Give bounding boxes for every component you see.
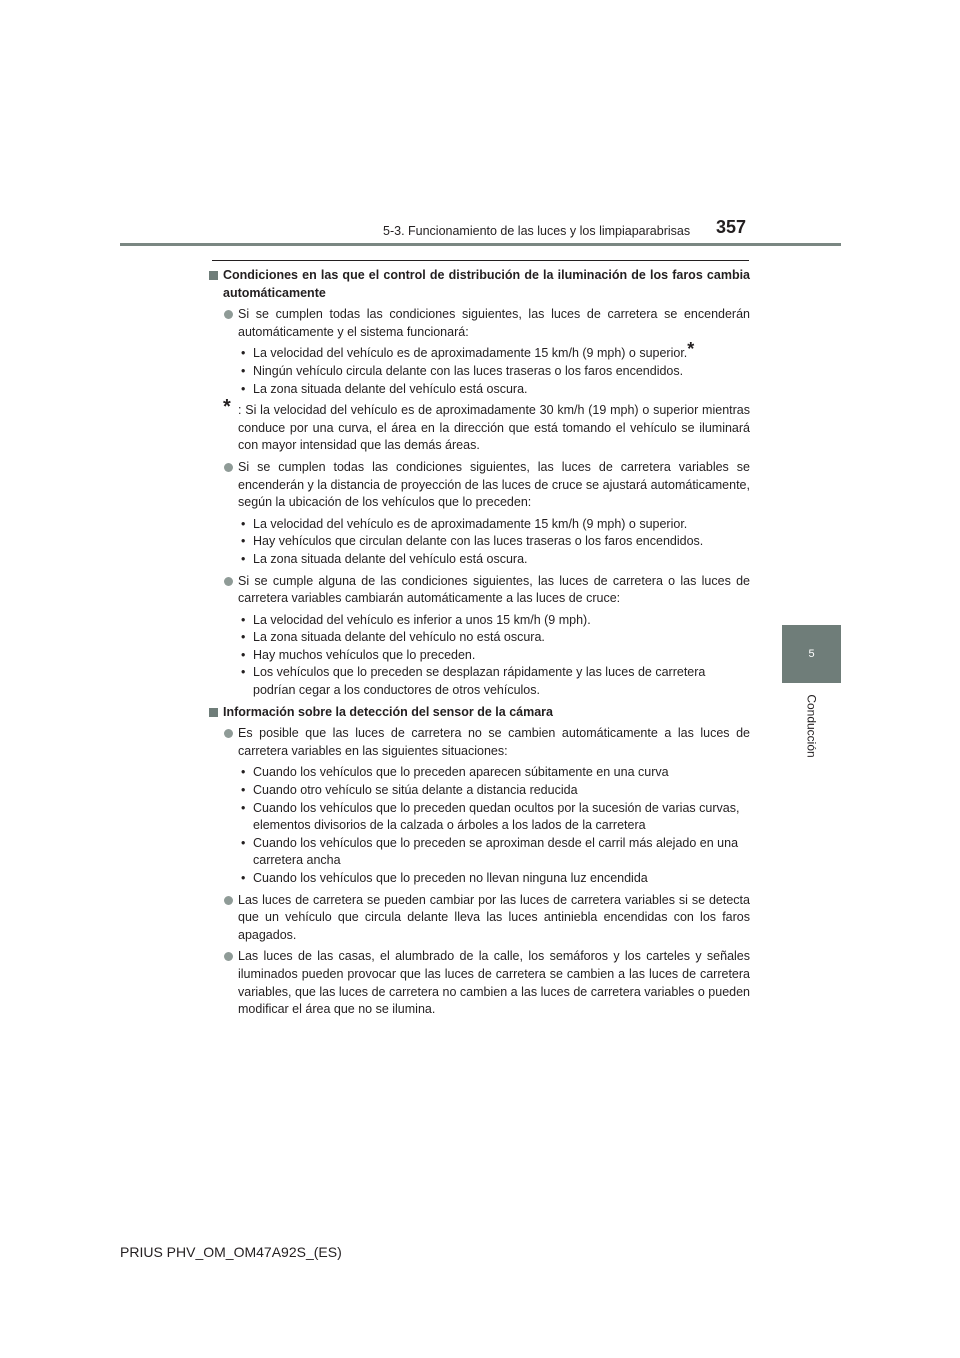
list-item: • Los vehículos que lo preceden se desplazan rápidamente y las luces de carretera podrían cegar a los conductores de otros vehículos. — [241, 665, 706, 698]
list-item: • Cuando otro vehículo se sitúa delante a distancia reducida — [241, 783, 578, 798]
paragraph-text: Las luces de carretera se pueden cambiar por las luces de carretera variables si se detecta que un vehículo que circula delante lleva las luces antiniebla encendidas con los faros apagados. — [238, 892, 750, 942]
list-item-text: La velocidad del vehículo es de aproximadamente 15 km/h (9 mph) o superior. — [253, 346, 688, 361]
list-item-text: Cuando los vehículos que lo preceden quedan ocultos por la sucesión de varias curvas, elementos divisorios de la calzada o árboles a los lados de la carretera — [253, 800, 740, 833]
circle-bullet-icon — [224, 952, 233, 961]
situation-list — [207, 764, 750, 887]
condition-list — [207, 516, 750, 569]
circle-bullet-paragraph — [207, 725, 750, 760]
condition-list — [207, 339, 750, 398]
paragraph-text: Si se cumple alguna de las condiciones siguientes, las luces de carretera o las luces de carretera variables cambiarán automáticamente a las luces de cruce: — [238, 573, 750, 606]
chapter-number: 5 — [808, 648, 815, 660]
list-item-text: La zona situada delante del vehículo está oscura. — [253, 381, 528, 396]
list-item: • La velocidad del vehículo es de aproximadamente 15 km/h (9 mph) o superior. — [241, 516, 688, 531]
page-number: 357 — [716, 217, 747, 237]
list-item-text: Hay muchos vehículos que lo preceden. — [253, 647, 476, 662]
section-heading-text: Condiciones en las que el control de distribución de la iluminación de los faros cambia automáticamente — [223, 268, 750, 300]
list-item: • Cuando los vehículos que lo preceden aparecen súbitamente en una curva — [241, 765, 669, 780]
list-item-text: Cuando los vehículos que lo preceden aparecen súbitamente en una curva — [253, 765, 669, 780]
list-item: • Ningún vehículo circula delante con las luces traseras o los faros encendidos. — [241, 363, 684, 378]
circle-bullet-icon — [224, 729, 233, 738]
circle-bullet-paragraph — [207, 573, 750, 608]
list-item-text: La zona situada delante del vehículo está oscura. — [253, 551, 528, 566]
circle-bullet-icon — [224, 463, 233, 472]
paragraph-text: Es posible que las luces de carretera no se cambien automáticamente a las luces de carretera variables en las siguientes situaciones: — [238, 726, 750, 758]
list-item-text: Cuando los vehículos que lo preceden se aproximan desde el carril más alejado en una carretera ancha — [253, 835, 739, 868]
section-header-title: 5-3. Funcionamiento de las luces y los limpiaparabrisas — [383, 224, 691, 238]
list-item: • La velocidad del vehículo es de aproximadamente 15 km/h (9 mph) o superior.* — [241, 339, 695, 361]
list-item-text: Hay vehículos que circulan delante con las luces traseras o los faros encendidos. — [253, 534, 704, 549]
list-item-text: Cuando otro vehículo se sitúa delante a distancia reducida — [253, 783, 578, 798]
paragraph-text: Si se cumplen todas las condiciones siguientes, las luces de carretera se encenderán automáticamente y el sistema funcionará: — [238, 307, 750, 339]
circle-bullet-paragraph — [207, 306, 750, 341]
header-rule — [120, 243, 841, 246]
list-item: • Hay muchos vehículos que lo preceden. — [241, 647, 476, 662]
circle-bullet-icon — [224, 310, 233, 319]
main-content — [207, 267, 750, 1023]
list-item-text: La zona situada delante del vehículo no está oscura. — [253, 630, 545, 645]
circle-bullet-icon — [224, 896, 233, 905]
list-item-text: Cuando los vehículos que lo preceden no llevan ninguna luz encendida — [253, 871, 648, 885]
list-item-text: Los vehículos que lo preceden se desplazan rápidamente y las luces de carretera podrían cegar a los conductores de otros vehículos. — [253, 665, 706, 698]
paragraph-text: Las luces de las casas, el alumbrado de la calle, los semáforos y los carteles y señales iluminados pueden provocar que las luces de carretera se cambien a las luces de carretera variables, que las luces de carretera no cambien a las luces de carretera variables o pueden modificar el área que no se ilumina. — [238, 949, 750, 1017]
list-item-text: Ningún vehículo circula delante con las luces traseras o los faros encendidos. — [253, 363, 684, 378]
section-heading-text: Información sobre la detección del sensor de la cámara — [223, 704, 553, 719]
footnote-text: : Si la velocidad del vehículo es de aproximadamente 30 km/h (19 mph) o superior mientras conduce por una curva, el área en la dirección que está tomando el vehículo se iluminará con mayor intensidad que las demás áreas. — [238, 403, 750, 453]
list-item: • La velocidad del vehículo es inferior a unos 15 km/h (9 mph). — [241, 612, 591, 627]
circle-bullet-icon — [224, 577, 233, 586]
circle-bullet-paragraph — [207, 892, 750, 945]
paragraph-text: Si se cumplen todas las condiciones siguientes, las luces de carretera variables se encenderán y la distancia de proyección de las luces de cruce se ajustará automáticamente, según la ubicación de los vehículos que lo preceden: — [238, 459, 750, 510]
document-code: PRIUS PHV_OM_OM47A92S_(ES) — [120, 1244, 342, 1260]
list-item: • Hay vehículos que circulan delante con las luces traseras o los faros encendidos. — [241, 534, 704, 549]
circle-bullet-paragraph — [207, 459, 750, 512]
list-item: • La zona situada delante del vehículo no está oscura. — [241, 630, 545, 645]
asterisk-icon: * — [223, 396, 231, 419]
list-item: • Cuando los vehículos que lo preceden no llevan ninguna luz encendida — [241, 871, 648, 885]
list-item: • La zona situada delante del vehículo está oscura. — [241, 551, 528, 566]
list-item: • Cuando los vehículos que lo preceden quedan ocultos por la sucesión de varias curvas, elementos divisorios de la calzada o árboles a los lados de la carretera — [241, 800, 740, 833]
footnote-body: Si la velocidad del vehículo es de aproximadamente 30 km/h (19 mph) o superior mientras conduce por una curva, el área en la dirección que está tomando el vehículo se iluminará con mayor intensidad que las demás áreas. — [238, 403, 750, 453]
circle-bullet-paragraph — [207, 948, 750, 1018]
chapter-number-tab — [782, 625, 841, 683]
chapter-title-tab — [782, 686, 841, 766]
section-heading — [207, 704, 750, 722]
list-item-text: La velocidad del vehículo es inferior a unos 15 km/h (9 mph). — [253, 612, 591, 627]
square-bullet-icon — [209, 271, 218, 280]
footnote — [207, 396, 750, 455]
list-item-text: La velocidad del vehículo es de aproximadamente 15 km/h (9 mph) o superior. — [253, 516, 688, 531]
asterisk-icon: * — [687, 339, 695, 360]
content-top-rule — [212, 260, 749, 261]
condition-list — [207, 612, 750, 700]
square-bullet-icon — [209, 708, 218, 717]
chapter-title: Conducción — [804, 694, 819, 758]
list-item: • Cuando los vehículos que lo preceden se aproximan desde el carril más alejado en una carretera ancha — [241, 835, 739, 868]
section-heading — [207, 267, 750, 302]
list-item: • La zona situada delante del vehículo está oscura. — [241, 381, 528, 396]
